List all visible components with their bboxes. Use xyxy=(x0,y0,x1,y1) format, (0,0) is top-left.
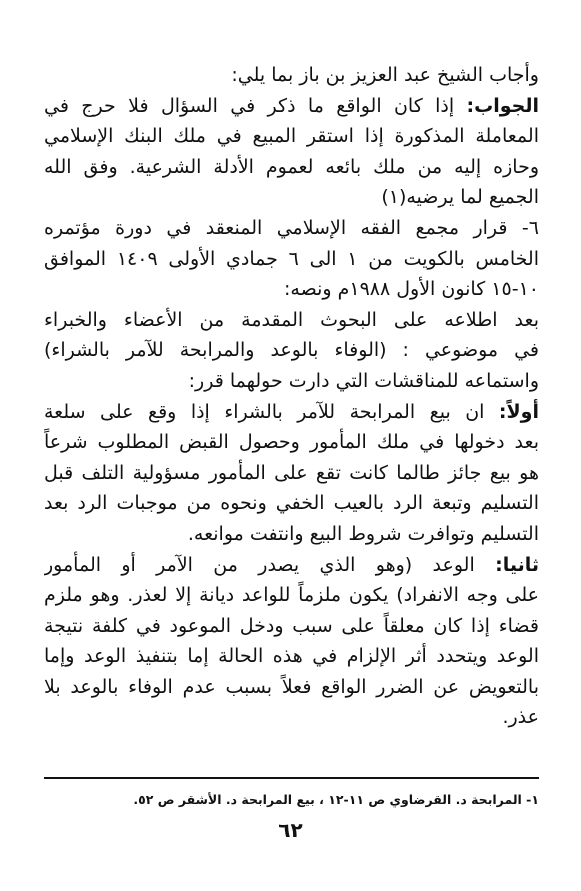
text-line-content: إذا كان الواقع ما ذكر في السؤال فلا حرج في xyxy=(44,94,467,117)
text-line xyxy=(44,550,539,581)
second-point-label: ثانيا: xyxy=(495,553,539,576)
text-line: هو بيع جائز طالما كانت تقع على المأمور مسؤولية التلف قبل xyxy=(44,461,539,484)
text-line xyxy=(44,397,539,428)
text-line: ٦- قرار مجمع الفقه الإسلامي المنعقد في دورة مؤتمره xyxy=(44,216,539,239)
text-line: وأجاب الشيخ عبد العزيز بن باز بما يلي: xyxy=(231,64,539,86)
first-point-label: أولاً: xyxy=(498,400,539,423)
text-line: بعد دخولها في ملك المأمور وحصول القبض المطلوب شرعاً xyxy=(44,431,539,454)
text-line: وحازه إليه من ملك بائعه لعموم الأدلة الشرعية. وفق الله xyxy=(44,155,539,178)
text-line: التسليم وتبعة الرد بالعيب الخفي ونحوه من موجبات الرد بعد xyxy=(44,492,539,515)
footnote-divider xyxy=(44,777,539,779)
text-line: الوعد ويتحدد أثر الإلزام في هذه الحالة إما بتنفيذ الوعد وإما xyxy=(44,645,539,668)
text-line: واستماعه للمناقشات التي دارت حولهما قرر: xyxy=(188,369,539,392)
footnote: ١- المرابحة د. القرضاوي ص ١١-١٢ ، بيع المرابحة د. الأشقر ص ٥٢. xyxy=(133,792,539,807)
text-line: عذر. xyxy=(502,706,539,729)
text-line xyxy=(44,91,539,122)
text-line: بالتعويض عن الضرر الواقع فعلاً بسبب عدم الوفاء بالوعد بلا xyxy=(44,675,539,698)
text-line-content: ان بيع المرابحة للآمر بالشراء إذا وقع على سلعة xyxy=(44,400,499,423)
page-number: ٦٢ xyxy=(278,818,303,842)
text-line: في موضوعي : (الوفاء بالوعد والمرابحة للآمر بالشراء) xyxy=(44,339,539,362)
text-line: على وجه الانفراد) يكون ملزماً للواعد ديانة إلا لعذر. وهو ملزم xyxy=(44,584,539,607)
text-line: قضاء إذا كان معلقاً على سبب ودخل الموعود في كلفة نتيجة xyxy=(44,614,539,637)
text-line: التسليم وتوافرت شروط البيع وانتفت موانعه. xyxy=(187,522,539,545)
answer-label: الجواب: xyxy=(466,94,539,117)
text-line: المعاملة المذكورة إذا استقر المبيع في ملك البنك الإسلامي xyxy=(44,125,539,148)
text-line: الجميع لما يرضيه(١) xyxy=(381,186,539,209)
text-line: الخامس بالكويت من ١ الى ٦ جمادي الأولى ١٤٠٩ الموافق xyxy=(44,247,539,270)
text-line: بعد اطلاعه على البحوث المقدمة من الأعضاء والخبراء xyxy=(44,308,539,331)
text-line: ١٠-١٥ كانون الأول ١٩٨٨م ونصه: xyxy=(284,278,539,301)
text-line-content: الوعد (وهو الذي يصدر من الآمر أو المأمور xyxy=(44,553,496,576)
